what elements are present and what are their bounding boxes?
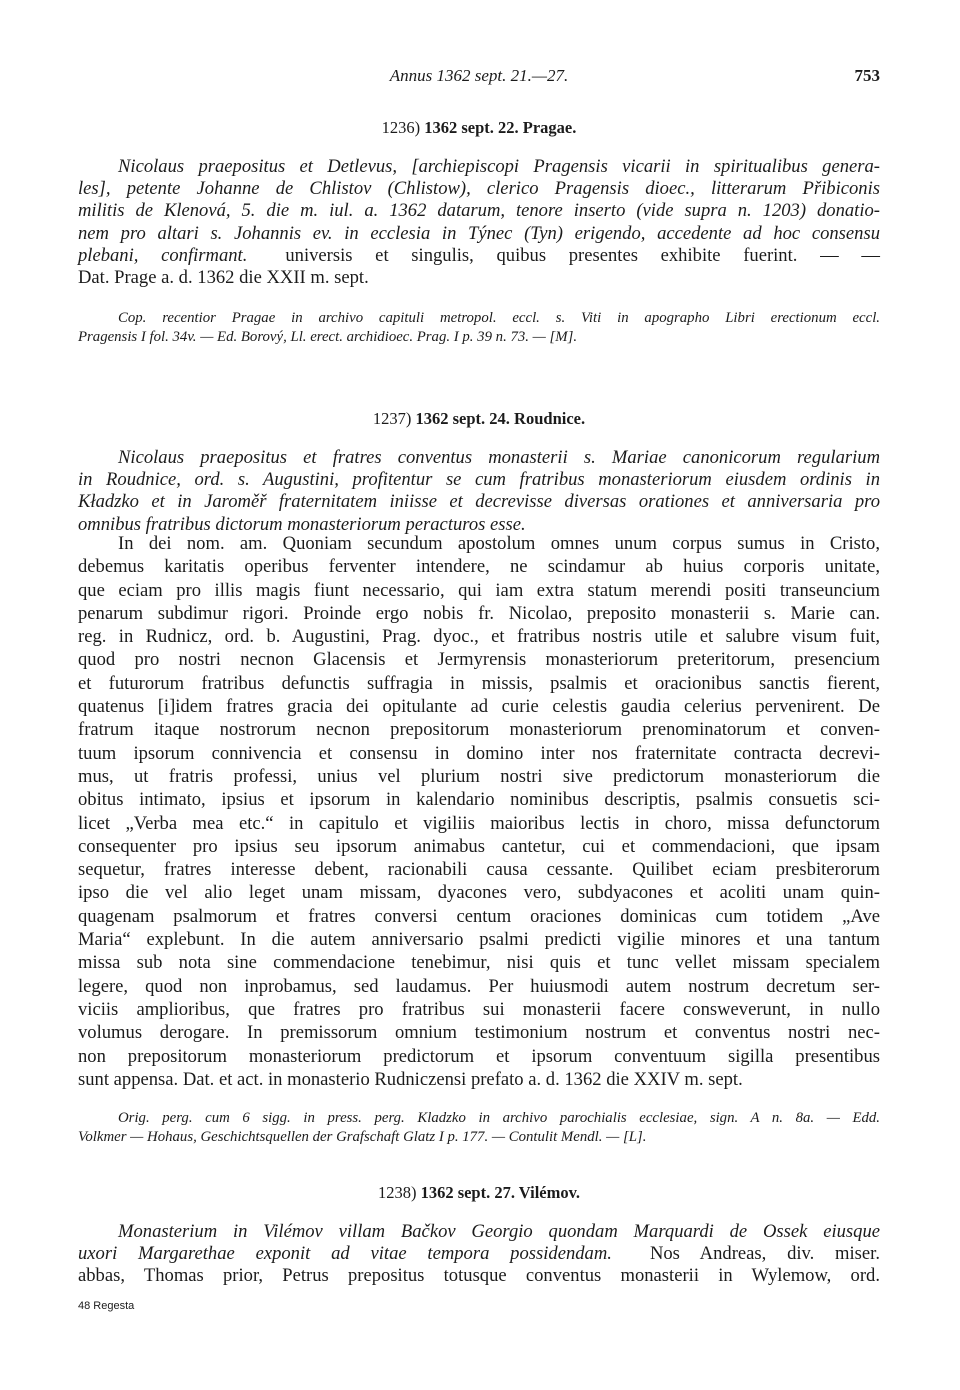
regest-line: Nicolaus praepositus et fratres conventus monasterii s. Mariae canonicorum regularium [118, 447, 880, 468]
text-line: Maria“ explebunt. In die autem anniversario psalmi predicti vigilie minores et una tantum [78, 929, 880, 951]
text-line: fratrum itaque nostrorum necnon prepositorum monasteriorum prenominatorum et conven- [78, 719, 880, 741]
regest-line: nem pro altari s. Johannis ev. in ecclesia in Týnec (Tyn) erigendo, accedente ad hoc consensu [78, 222, 880, 244]
incipit: Nos Andreas, div. miser. [649, 1243, 880, 1265]
text-line: mus, ut fratris professi, unius vel plurium nostri sive predictorum monasteriorum die [78, 765, 880, 787]
regest-line: Kładzko et in Jaroměř fraternitatem iniisse et decrevisse diversas orationes et anniversaria pro [78, 491, 880, 513]
printer-signature: 48 Regesta [78, 1300, 135, 1312]
text-line: quatenus [i]idem fratres gracia dei opitulante ad curie celestis gaudia celerius pervenirent. De [78, 696, 880, 718]
running-head [78, 66, 880, 90]
source-note [78, 1109, 880, 1146]
text-line: ipso die vel alio leget unam missam, dyacones vero, subdyacones et acoliti unam quin- [78, 882, 880, 904]
regest-line: omnibus fratribus dictorum monasteriorum peracturos esse. [78, 513, 526, 535]
entry-date-place: 1362 sept. 24. Roudnice. [415, 409, 586, 428]
regest-line: les], petente Johanne de Chlistov (Chlistow), clerico Pragensis dioec., litterarum Přibiconis [78, 178, 880, 200]
entry-number: 1238) [377, 1183, 421, 1202]
entry-heading [78, 118, 880, 138]
regest-line: Monasterium in Vilémov villam Bačkov Georgio quondam Marquardi de Ossek eiusque [118, 1221, 880, 1242]
text-line: licet „Verba mea etc.“ in capitulo et vigiliis maioribus lectis in choro, missa defunctorum [78, 812, 880, 834]
page-number: 753 [854, 66, 880, 85]
note-line: Orig. perg. cum 6 sigg. in press. perg. Kladzko in archivo parochialis ecclesiae, sign. A n. 8a. — Edd. [118, 1110, 880, 1126]
text-line: et futurorum fratribus defunctis suffragia in missis, psalmis et oracionibus sanctis fierent, [78, 672, 880, 694]
text-line: viciis amplioribus, que fratres pro fratribus sui monasterii facere consweverunt, in nullo [78, 998, 880, 1020]
source-note [78, 309, 880, 346]
regest [78, 1221, 880, 1288]
entry-heading [78, 409, 880, 429]
regest-line: in Roudnice, ord. s. Augustini, profitentur se cum fratribus monasteriorum eiusdem ordinis in [78, 469, 880, 491]
text-line: volumus derogare. In premissorum omnium testimonium nostrum et conventus nostri nec- [78, 1022, 880, 1044]
text-line: sequetur, fratres interesse debent, racionabili causa cessante. Quilibet eciam presbiterorum [78, 859, 880, 881]
text-line: obitus intimato, ipsius et ipsorum in kalendario nominibus descriptis, psalmis consuetis sci- [78, 789, 880, 811]
text-line: non prepositorum monasteriorum predictorum et ipsorum conventuum sigilla presentibus [78, 1045, 880, 1067]
note-line: Pragensis I fol. 34v. — Ed. Borový, Ll. erect. archidioec. Prag. I p. 39 n. 73. — [M]. [78, 328, 578, 345]
note-line: Volkmer — Hohaus, Geschichtsquellen der Grafschaft Glatz I p. 177. — Contulit Mendl. — [L]. [78, 1128, 647, 1145]
regest-line: militis de Klenová, 5. die m. iul. a. 1362 datarum, tenore inserto (vide supra n. 1203) donatio- [78, 200, 880, 222]
regest-tail: plebani, confirmant. [78, 244, 248, 266]
running-title: Annus 1362 sept. 21.—27. [389, 66, 569, 85]
text-line: penarum subdimur rigori. Proinde ergo nobis fr. Nicolao, preposito monasterii s. Marie can. [78, 602, 880, 624]
text-line: debemus karitatis operibus ferventer intendere, ne scindamur ab huius corporis unitate, [78, 556, 880, 578]
text-line: consequenter pro ipsius seu ipsorum animabus cantetur, cui et commendacioni, que ipsam [78, 835, 880, 857]
entry-number: 1237) [372, 409, 416, 428]
regest-tail: uxori Margarethae exponit ad vitae tempora possidendam. [78, 1243, 612, 1265]
regest [78, 156, 880, 289]
entry-date-place: 1362 sept. 27. Vilémov. [420, 1183, 581, 1202]
text-line: quagenam psalmorum et fratres conversi centum oraciones dominicas cum totidem „Ave [78, 905, 880, 927]
dating-line: Dat. Prage a. d. 1362 die XXII m. sept. [78, 266, 369, 288]
regest-line: Nicolaus praepositus et Detlevus, [archiepiscopi Pragensis vicarii in spiritualibus genera- [118, 156, 880, 177]
text-line: que eciam pro illis magis fiunt necessario, qui iam extra statum merendi positi transeuncium [78, 579, 880, 601]
charter-text [78, 532, 880, 1091]
text-line: legere, quod non inprobamus, sed laudamus. Per huiusmodi autem nostrum decretum ser- [78, 975, 880, 997]
text-line: In dei nom. am. Quoniam secundum apostolum omnes unum corpus sumus in Cristo, [118, 533, 880, 554]
entry-heading [78, 1183, 880, 1203]
incipit: universis et singulis, quibus presentes exhibite fuerint. — — [285, 244, 880, 266]
entry-date-place: 1362 sept. 22. Pragae. [424, 118, 577, 137]
text-line: reg. in Rudnicz, ord. b. Augustini, Prag. dyoc., et fratribus nostris utile et salubre visum fuit, [78, 626, 880, 648]
text-line: missa sub nota sine commendacione tenebimur, nisi quis et tunc vellet missam specialem [78, 952, 880, 974]
entry-number: 1236) [381, 118, 425, 137]
text-line: sunt appensa. Dat. et act. in monasterio Rudniczensi prefato a. d. 1362 die XXIV m. sept. [78, 1068, 743, 1090]
text-line: tuum ipsorum connivencia et consensu in domino inter nos fraternitate contracta decrevi- [78, 742, 880, 764]
text-line: quod pro nostri necnon Glacensis et Jermyrensis monasteriorum preteritorum, presencium [78, 649, 880, 671]
text-line: abbas, Thomas prior, Petrus prepositus totusque conventus monasterii in Wylemow, ord. [78, 1265, 880, 1287]
regest [78, 447, 880, 536]
note-line: Cop. recentior Pragae in archivo capituli metropol. eccl. s. Viti in apographo Libri erectionum eccl. [118, 310, 880, 326]
